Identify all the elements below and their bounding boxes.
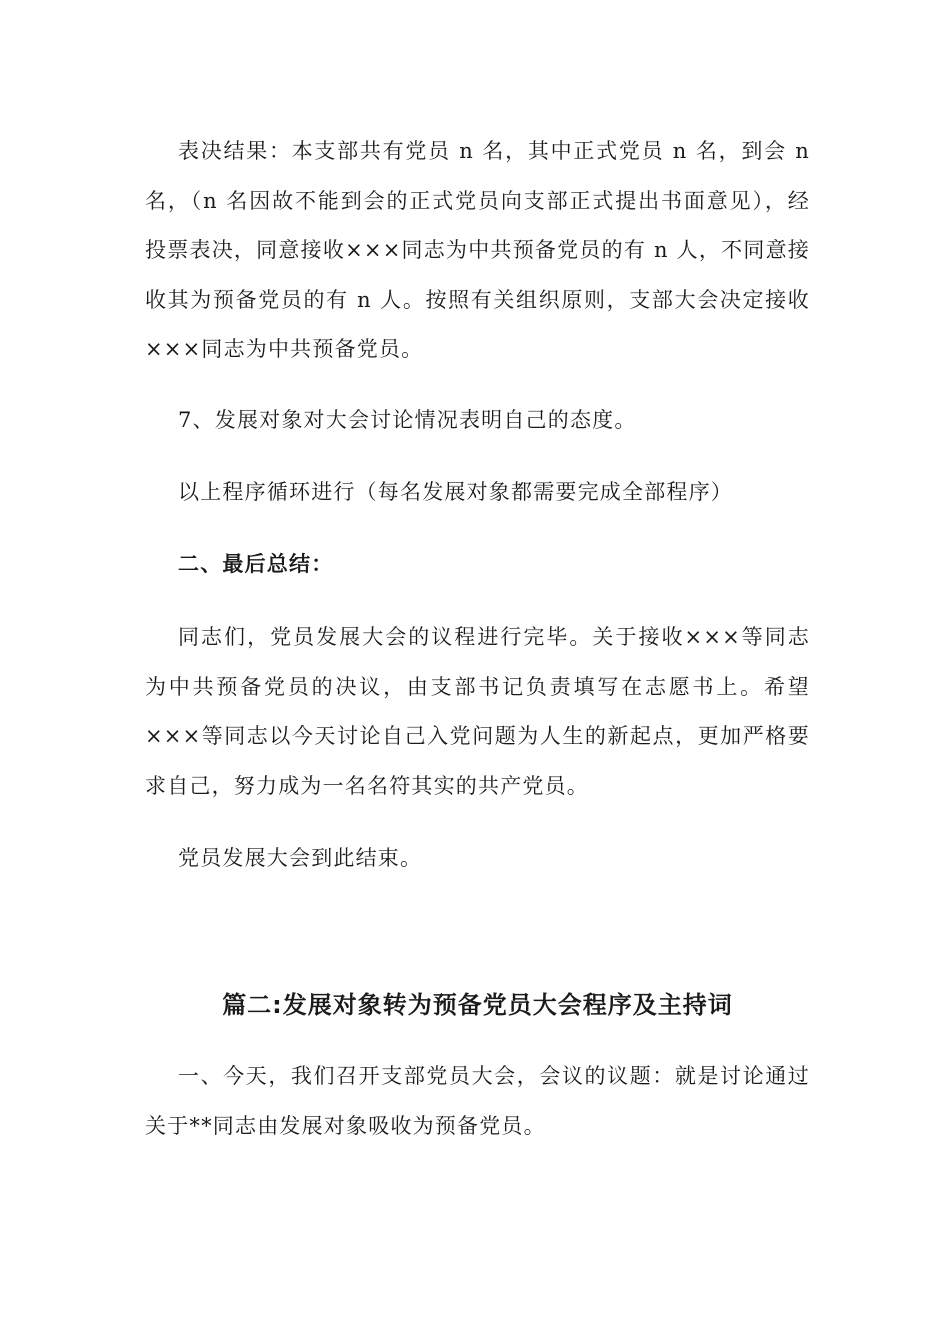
meeting-end-paragraph: 党员发展大会到此结束。	[178, 846, 423, 870]
closing-summary-paragraph: 同志们，党员发展大会的议程进行完毕。关于接收×××等同志为中共预备党员的决议，由支部书记负责填写在志愿书上。希望×××等同志以今天讨论自己入党问题为人生的新起点，更加严格要求自己，努力成为一名名符其实的共产党员。	[145, 625, 810, 798]
procedure-loop-paragraph: 以上程序循环进行（每名发展对象都需要完成全部程序）	[178, 480, 733, 504]
opening-paragraph: 一、今天，我们召开支部党员大会，会议的议题：就是讨论通过关于**同志由发展对象吸收为预备党员。	[145, 1064, 810, 1138]
item-7-paragraph: 7、发展对象对大会讨论情况表明自己的态度。	[178, 408, 637, 432]
section-title: 篇二:发展对象转为预备党员大会程序及主持词	[222, 991, 733, 1019]
voting-result-paragraph: 表决结果：本支部共有党员 n 名，其中正式党员 n 名，到会 n 名，（n 名因故不能到会的正式党员向支部正式提出书面意见），经投票表决，同意接收×××同志为中共预备党员的有 n 人，不同意接收其为预备党员的有 n 人。按照有关组织原则，支部大会决定接收×××同志为中共预备党员。	[145, 139, 810, 361]
final-summary-heading: 二、最后总结：	[178, 552, 334, 576]
